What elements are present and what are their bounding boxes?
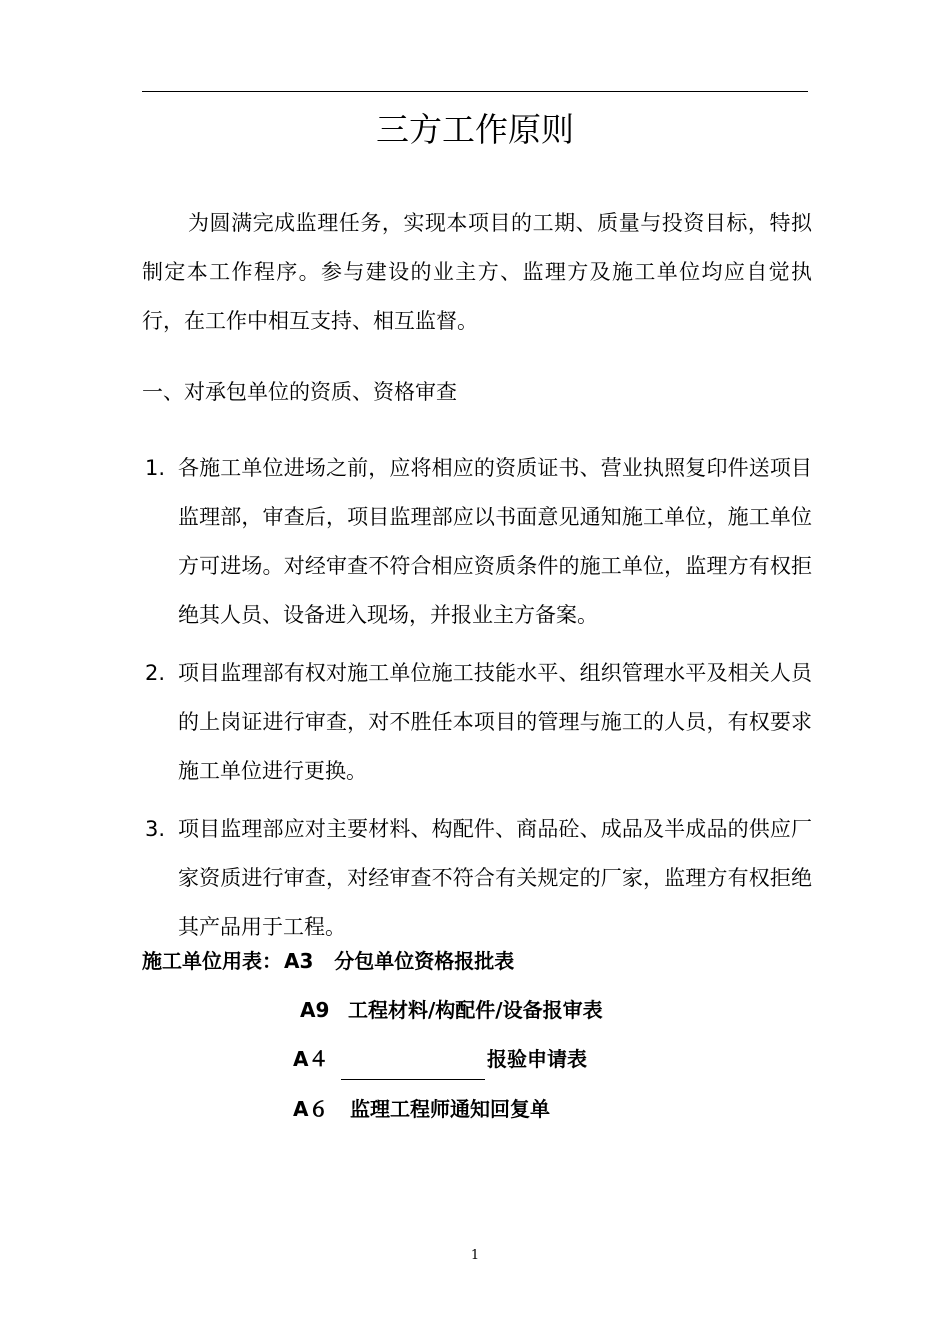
form-code: A４ — [293, 1047, 329, 1071]
list-number: 1. — [145, 456, 166, 480]
blank-fill-line — [341, 1047, 485, 1080]
form-code: A9 — [300, 998, 330, 1022]
form-code: A3 — [284, 949, 314, 973]
page-number: 1 — [470, 1248, 480, 1263]
forms-row-a3 — [142, 940, 514, 982]
list-text: 项目监理部有权对施工单位施工技能水平、组织管理水平及相关人员的上岗证进行审查，对不胜任本项目的管理与施工的人员，有权要求施工单位进行更换。 — [178, 661, 812, 783]
forms-label: 施工单位用表： — [142, 949, 282, 973]
forms-row-a6 — [293, 1088, 550, 1130]
form-name: 工程材料/构配件/设备报审表 — [348, 998, 603, 1022]
intro-paragraph: 为圆满完成监理任务，实现本项目的工期、质量与投资目标，特拟制定本工作程序。参与建设的业主方、监理方及施工单位均应自觉执行，在工作中相互支持、相互监督。 — [142, 211, 812, 333]
section-heading: 一、对承包单位的资质、资格审查 — [142, 380, 457, 404]
document-title: 三方工作原则 — [376, 110, 574, 149]
requirements-list — [142, 444, 812, 961]
forms-row-a4 — [293, 1038, 587, 1080]
header-rule — [142, 91, 808, 92]
form-name: 报验申请表 — [487, 1047, 587, 1071]
list-text: 各施工单位进场之前，应将相应的资质证书、营业执照复印件送项目监理部，审查后，项目监理部应以书面意见通知施工单位，施工单位方可进场。对经审查不符合相应资质条件的施工单位，监理方有权拒绝其人员、设备进入现场，并报业主方备案。 — [178, 456, 812, 627]
list-item — [142, 649, 812, 796]
form-name: 分包单位资格报批表 — [334, 949, 515, 973]
forms-row-a9 — [300, 989, 603, 1031]
list-item — [142, 805, 812, 952]
form-name: 监理工程师通知回复单 — [350, 1097, 550, 1121]
list-number: 2. — [145, 661, 166, 685]
list-item — [142, 444, 812, 640]
form-code: A６ — [293, 1097, 329, 1121]
list-text: 项目监理部应对主要材料、构配件、商品砼、成品及半成品的供应厂家资质进行审查，对经审查不符合有关规定的厂家，监理方有权拒绝其产品用于工程。 — [178, 817, 812, 939]
list-number: 3. — [145, 817, 166, 841]
